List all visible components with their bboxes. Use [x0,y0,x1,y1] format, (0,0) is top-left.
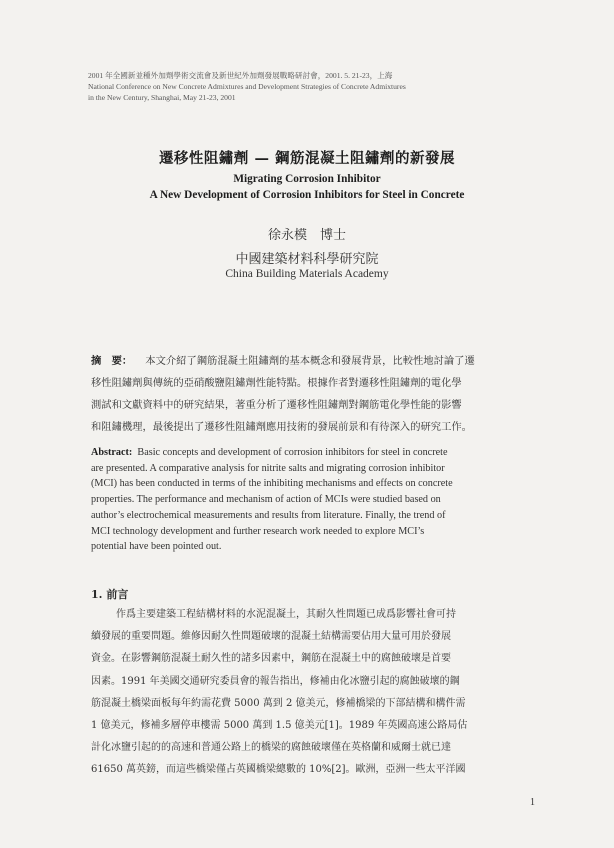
page-number: 1 [530,797,535,808]
conference-header-line: in the New Century, Shanghai, May 21-23, 2001 [88,93,236,102]
body-line: 作爲主要建築工程結構材料的水泥混凝土，其耐久性問題已成爲影響社會可持 [116,609,456,620]
abstract-label: 摘 要： [91,355,133,367]
affiliation-chinese: 中國建築材料科學研究院 [235,252,379,267]
abstract-line: 測試和文獻資料中的研究結果，著重分析了遷移性阻鏽劑對鋼筋電化學性能的影響 [91,399,462,411]
body-line: 資金。在影響鋼筋混凝土耐久性的諸多因素中，鋼筋在混凝土中的腐蝕破壞是首要 [91,653,451,665]
abstract-line [91,350,541,372]
conference-header [88,70,528,103]
title-chinese: 遷移性阻鏽劑 — 鋼筋混凝土阻鏽劑的新發展 [158,150,456,167]
abstract-line [91,445,541,461]
body-line: 1 億美元，修補多層停車樓需 5000 萬到 1.5 億美元[1]。1989 年英國高速公路局估 [91,720,468,732]
body-line: 61650 萬英鎊，而這些橋梁僅占英國橋梁總數的 10%[2]。歐洲，亞洲一些太平洋國 [91,764,466,776]
abstract-text: Basic concepts and development of corrosion inhibitors for steel in concrete [137,447,448,458]
abstract-line: MCI technology development and further research work needed to explore MCI’s [91,525,425,537]
title-english: Migrating Corrosion Inhibitor [233,173,381,185]
abstract-line: 和阻鏽機理，最後提出了遷移性阻鏽劑應用技術的發展前景和有待深入的研究工作。 [91,421,472,433]
conference-header-line: 2001 年全國新並種外加劑學術交流會及新世紀外加劑發展戰略研討會，2001. 5. 21-23，上海 [88,71,393,80]
abstract-line: properties. The performance and mechanism of action of MCIs were studied based on [91,494,441,506]
abstract-chinese [91,350,541,438]
conference-header-line: National Conference on New Concrete Admixtures and Development Strategies of Concrete Admixtures [88,82,406,91]
subtitle-english: A New Development of Corrosion Inhibitors for Steel in Concrete [149,189,465,201]
body-line: 因素。1991 年美國交通研究委員會的報告指出，修補由化冰鹽引起的腐蝕破壞的鋼 [91,675,460,687]
abstract-line: potential have been pointed out. [91,541,222,553]
body-line: 續發展的重要問題。維修因耐久性問題破壞的混凝土結構需要佔用大量可用於發展 [91,631,451,643]
abstract-line: (MCI) has been conducted in terms of the inhibiting mechanisms and effects on concrete [91,478,453,490]
abstract-english [91,445,541,555]
body-line: 筋混凝土橋梁面板每年約需花費 5000 萬到 2 億美元，修補橋梁的下部結構和構件需 [91,697,466,709]
body-line: 計化冰鹽引起的的高速和普通公路上的橋梁的腐蝕破壞僅在英格蘭和威爾士就已達 [91,742,451,754]
abstract-line: are presented. A comparative analysis for nitrite salts and migrating corrosion inhibitor [91,462,445,474]
affiliation-english: China Building Materials Academy [225,268,389,280]
abstract-text: 本文介紹了鋼筋混凝土阻鏽劑的基本概念和發展背景，比較性地討論了遷 [145,355,475,367]
abstract-line: author’s electrochemical measurements and results from literature. Finally, the trend of [91,509,446,521]
abstract-label: Abstract: [91,447,133,458]
section-body [91,604,543,782]
section-heading: 1. 前言 [91,588,129,601]
abstract-line: 移性阻鏽劑與傳統的亞硝酸鹽阻鏽劑性能特點。根據作者對遷移性阻鏽劑的電化學 [91,377,462,389]
author-name: 徐永模 博士 [267,228,346,243]
